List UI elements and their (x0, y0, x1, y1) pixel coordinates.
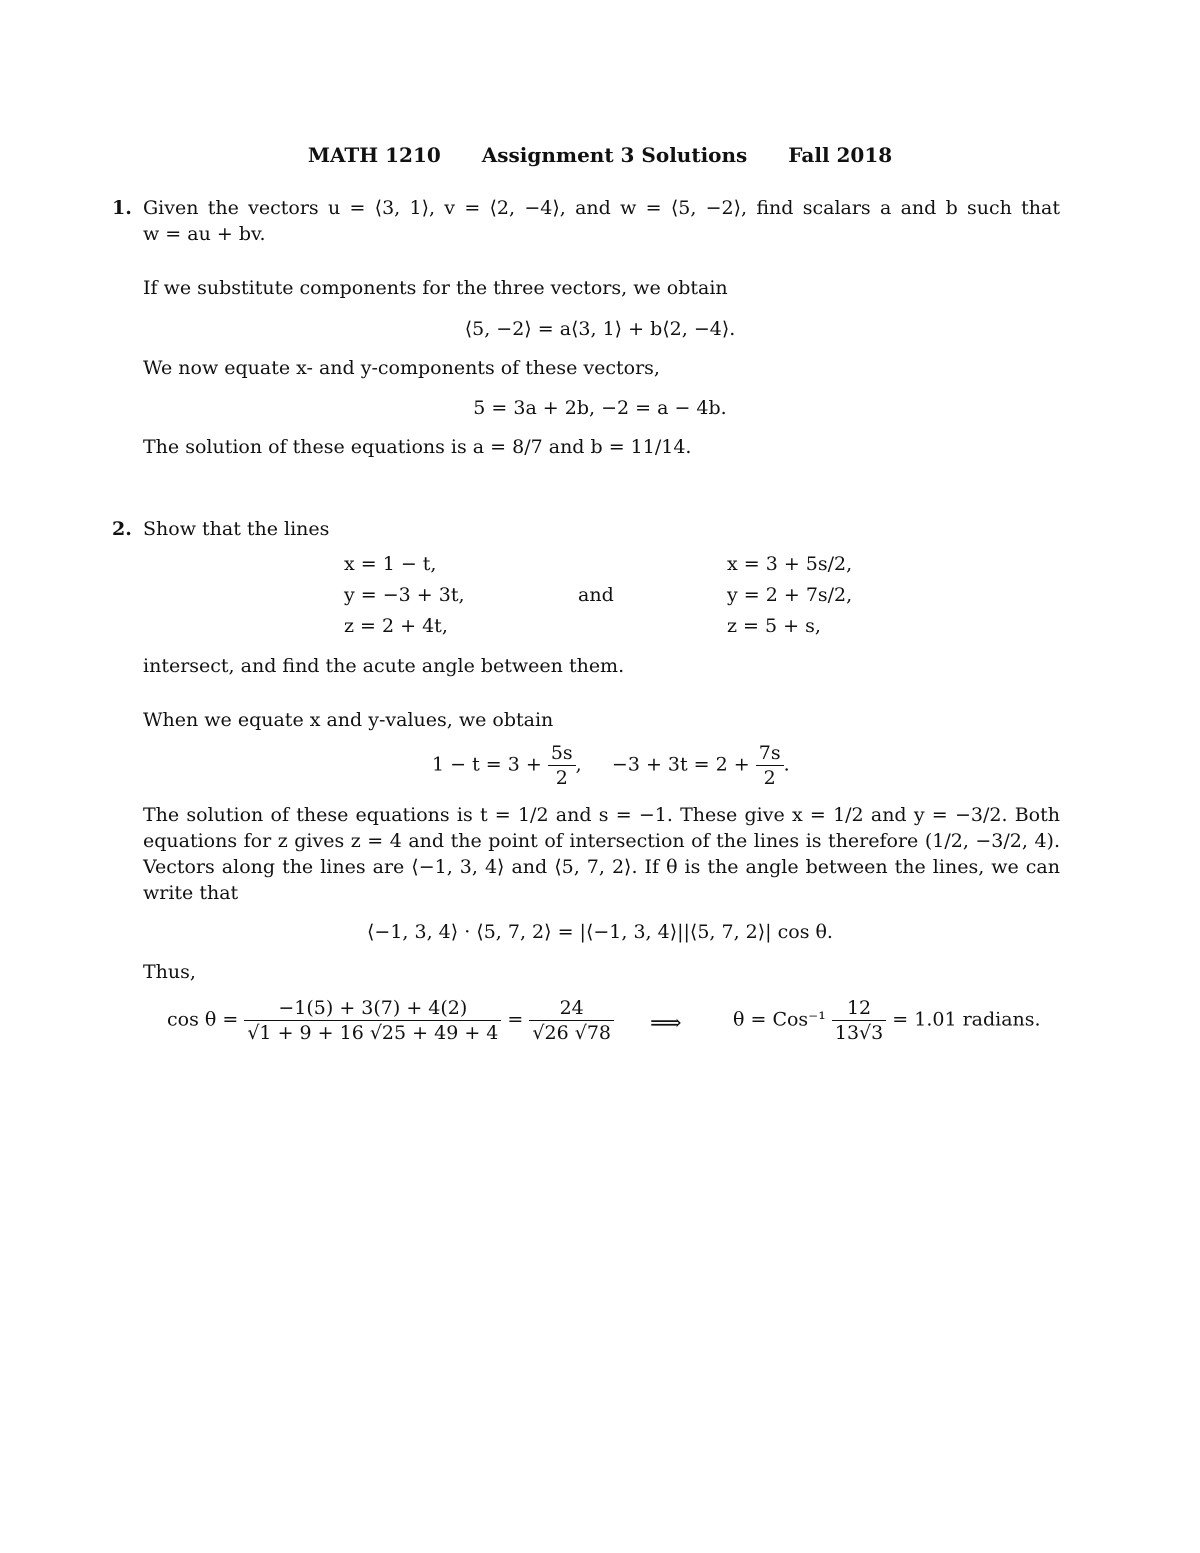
question-2-statement: Show that the lines (143, 518, 330, 540)
cos-theta-equation (167, 996, 614, 1045)
fraction-dot-over-norms: $\frac{-1(5) + 3(7) + 4(2)}{√1 + 9 + 16 √25 + 49 + 4}$ (244, 996, 501, 1045)
cos-theta-lhs: cos θ = (167, 1008, 239, 1031)
line-1-equations (344, 549, 465, 642)
line-1-x: x = 1 − t, (344, 553, 437, 575)
q2-paragraph: The solution of these equations is t = 1/2 and s = −1. These give x = 1/2 and y = −3/2. Both equations for z gives z = 4 and the point of intersection of the lines is therefore (1/2, −3/2, 4). Vectors along the lines are ⟨−1, 3, 4⟩ and ⟨5, 7, 2⟩. If θ is the angle between the lines, we can write that (143, 804, 1060, 904)
question-1-statement-line1: Given the vectors u = ⟨3, 1⟩, v = ⟨2, −4⟩, and w = ⟨5, −2⟩, find scalars a and b such that (143, 197, 1060, 219)
theta-result: = 1.01 radians. (892, 1008, 1041, 1031)
q1-solution: The solution of these equations is a = 8/7 and b = 11/14. (143, 436, 692, 458)
term: Fall 2018 (788, 143, 893, 167)
q1-equation-1: ⟨5, −2⟩ = a⟨3, 1⟩ + b⟨2, −4⟩. (464, 318, 736, 340)
q1-text-2: We now equate x- and y-components of these vectors, (143, 357, 660, 379)
q2-equation-2: ⟨−1, 3, 4⟩ · ⟨5, 7, 2⟩ = |⟨−1, 3, 4⟩||⟨5, 7, 2⟩| cos θ. (367, 921, 833, 943)
course-code: MATH 1210 (307, 143, 441, 167)
question-1-number: 1. (112, 197, 132, 219)
line-2-y: y = 2 + 7s/2, (727, 584, 853, 606)
question-2-statement-2: intersect, and find the acute angle between them. (143, 655, 625, 677)
eq1-end: . (783, 753, 790, 776)
line-2-z: z = 5 + s, (727, 615, 821, 637)
line-1-y: y = −3 + 3t, (344, 584, 465, 606)
document-title: Assignment 3 Solutions (481, 143, 748, 167)
question-1-statement-line2: w = au + bv. (143, 223, 266, 245)
and-connector: and (578, 584, 614, 606)
fraction-7s-over-2: $\frac{7s}{2}$ (756, 741, 784, 790)
q2-text-1: When we equate x and y-values, we obtain (143, 709, 554, 731)
theta-equation (733, 996, 1041, 1045)
fraction-5s-over-2: $\frac{5s}{2}$ (548, 741, 576, 790)
eq1-middle: , −3 + 3t = 2 + (575, 753, 750, 776)
line-2-x: x = 3 + 5s/2, (727, 553, 853, 575)
theta-lhs: θ = Cos⁻¹ (733, 1008, 826, 1031)
q1-text-1: If we substitute components for the three vectors, we obtain (143, 277, 728, 299)
equals-sign: = (507, 1008, 524, 1031)
eq1-left: 1 − t = 3 + (432, 753, 542, 776)
fraction-24-over-roots: $\frac{24}{√26 √78}$ (529, 996, 614, 1045)
q1-equation-2: 5 = 3a + 2b, −2 = a − 4b. (473, 397, 727, 419)
thus-label: Thus, (143, 961, 196, 983)
line-2-equations (727, 549, 852, 642)
question-2-number: 2. (112, 518, 132, 540)
q2-equation-1 (432, 741, 790, 790)
implies-arrow: ⟹ (650, 1011, 682, 1036)
fraction-12-over-13-root-3: $\frac{12}{13√3}$ (832, 996, 886, 1045)
page-header (0, 143, 1200, 167)
line-1-z: z = 2 + 4t, (344, 615, 448, 637)
